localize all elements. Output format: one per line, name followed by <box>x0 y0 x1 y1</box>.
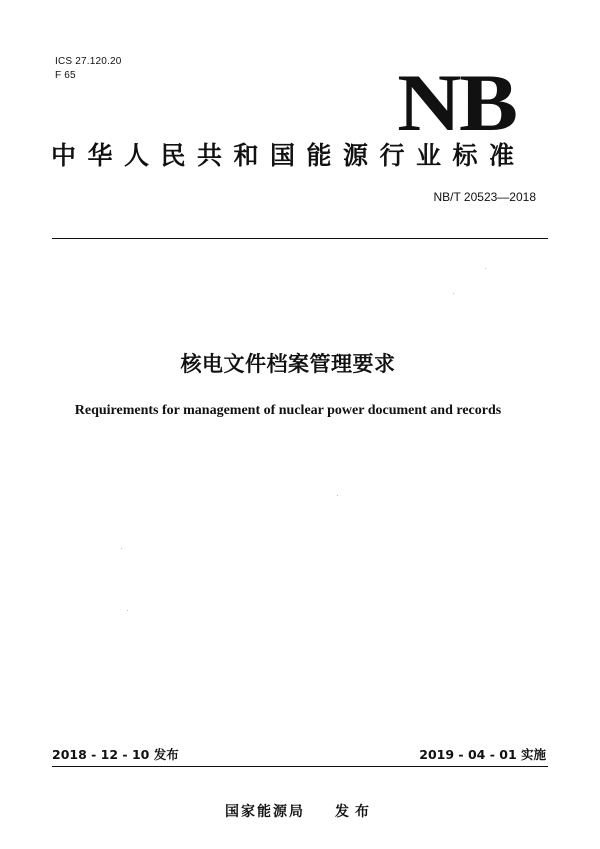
document-title-english: Requirements for management of nuclear power document and records <box>74 403 502 418</box>
publisher-action: 发布 <box>335 804 375 820</box>
ccs-code: F 65 <box>55 70 76 81</box>
nb-logo: NB <box>397 57 516 148</box>
document-title-chinese: 核电文件档案管理要求 <box>180 352 396 376</box>
scan-speck <box>485 268 486 269</box>
ics-code: ICS 27.120.20 <box>55 56 122 67</box>
implementation-date: 2019 - 04 - 01 实施 <box>419 747 546 762</box>
scan-speck <box>127 610 128 611</box>
header-divider <box>52 238 548 239</box>
dates-row <box>52 746 548 766</box>
classification-codes <box>55 55 122 83</box>
scan-speck <box>453 293 454 294</box>
standard-number: NB/T 20523—2018 <box>433 190 536 204</box>
issue-date: 2018 - 12 - 10 发布 <box>52 747 179 762</box>
dates-divider <box>52 766 548 767</box>
publisher-line <box>0 802 600 822</box>
scan-speck <box>121 548 122 549</box>
publisher-name: 国家能源局 <box>225 804 305 820</box>
standard-type-heading: 中华人民共和国能源行业标准 <box>51 141 526 170</box>
scan-speck <box>337 495 338 496</box>
